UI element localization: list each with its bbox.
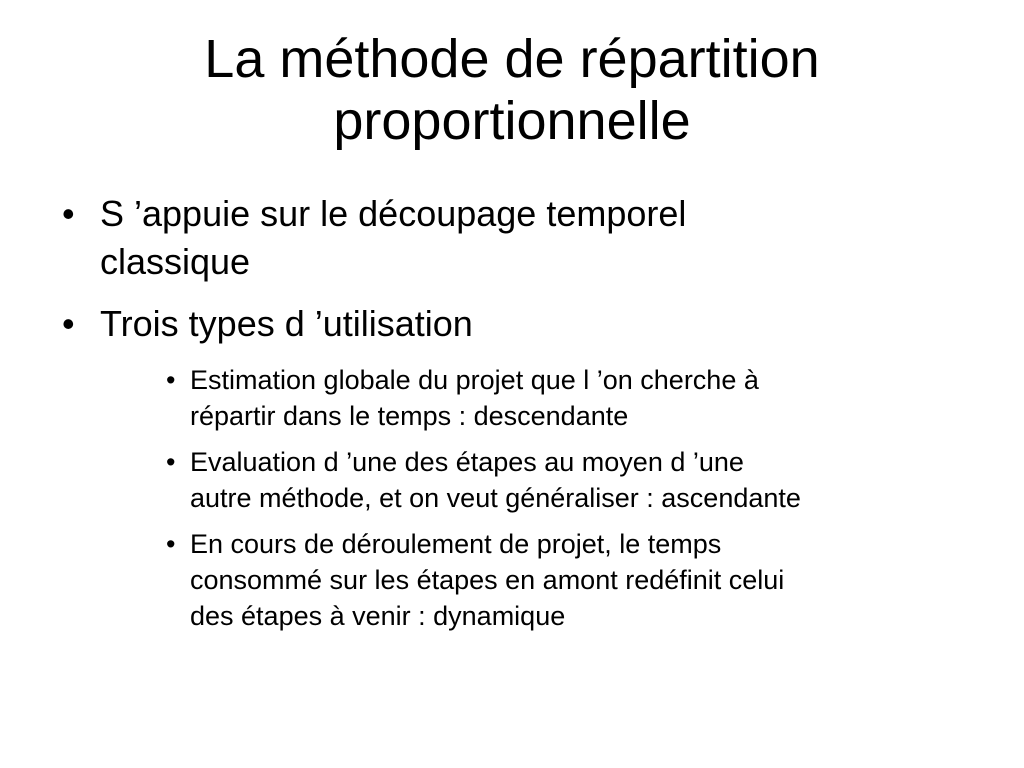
sub-bullet-text-line: consommé sur les étapes en amont redéfinit celui bbox=[190, 565, 785, 595]
bullet-text-line: classique bbox=[100, 241, 251, 282]
bullet-icon: • bbox=[166, 447, 176, 477]
sub-bullet-text-line: des étapes à venir : dynamique bbox=[190, 601, 566, 631]
slide-title-line: proportionnelle bbox=[333, 91, 691, 151]
bullet-text-line: Trois types d ’utilisation bbox=[100, 303, 473, 344]
sub-bullet-text-line: Evaluation d ’une des étapes au moyen d ’une bbox=[190, 447, 744, 477]
bullet-item bbox=[54, 190, 994, 286]
sub-bullet-text bbox=[190, 444, 980, 516]
slide-title bbox=[60, 28, 964, 152]
sub-bullet-item bbox=[54, 526, 980, 634]
bullet-text bbox=[100, 300, 994, 348]
sub-bullet-text bbox=[190, 526, 980, 634]
bullet-text-line: S ’appuie sur le découpage temporel bbox=[100, 193, 687, 234]
bullet-icon: • bbox=[62, 193, 75, 234]
sub-bullet-item bbox=[54, 444, 980, 516]
sub-bullet-text-line: répartir dans le temps : descendante bbox=[190, 401, 629, 431]
bullet-icon: • bbox=[166, 365, 176, 395]
sub-bullet-text-line: En cours de déroulement de projet, le temps bbox=[190, 529, 722, 559]
bullet-item bbox=[54, 300, 994, 348]
sub-bullet-list bbox=[54, 362, 994, 634]
bullet-icon: • bbox=[62, 303, 75, 344]
sub-bullet-text-line: Estimation globale du projet que l ’on cherche à bbox=[190, 365, 759, 395]
slide-body bbox=[54, 190, 994, 644]
sub-bullet-text bbox=[190, 362, 980, 434]
slide-title-line: La méthode de répartition bbox=[204, 29, 820, 89]
bullet-icon: • bbox=[166, 529, 176, 559]
sub-bullet-item bbox=[54, 362, 980, 434]
bullet-text bbox=[100, 190, 994, 286]
sub-bullet-text-line: autre méthode, et on veut généraliser : ascendante bbox=[190, 483, 801, 513]
